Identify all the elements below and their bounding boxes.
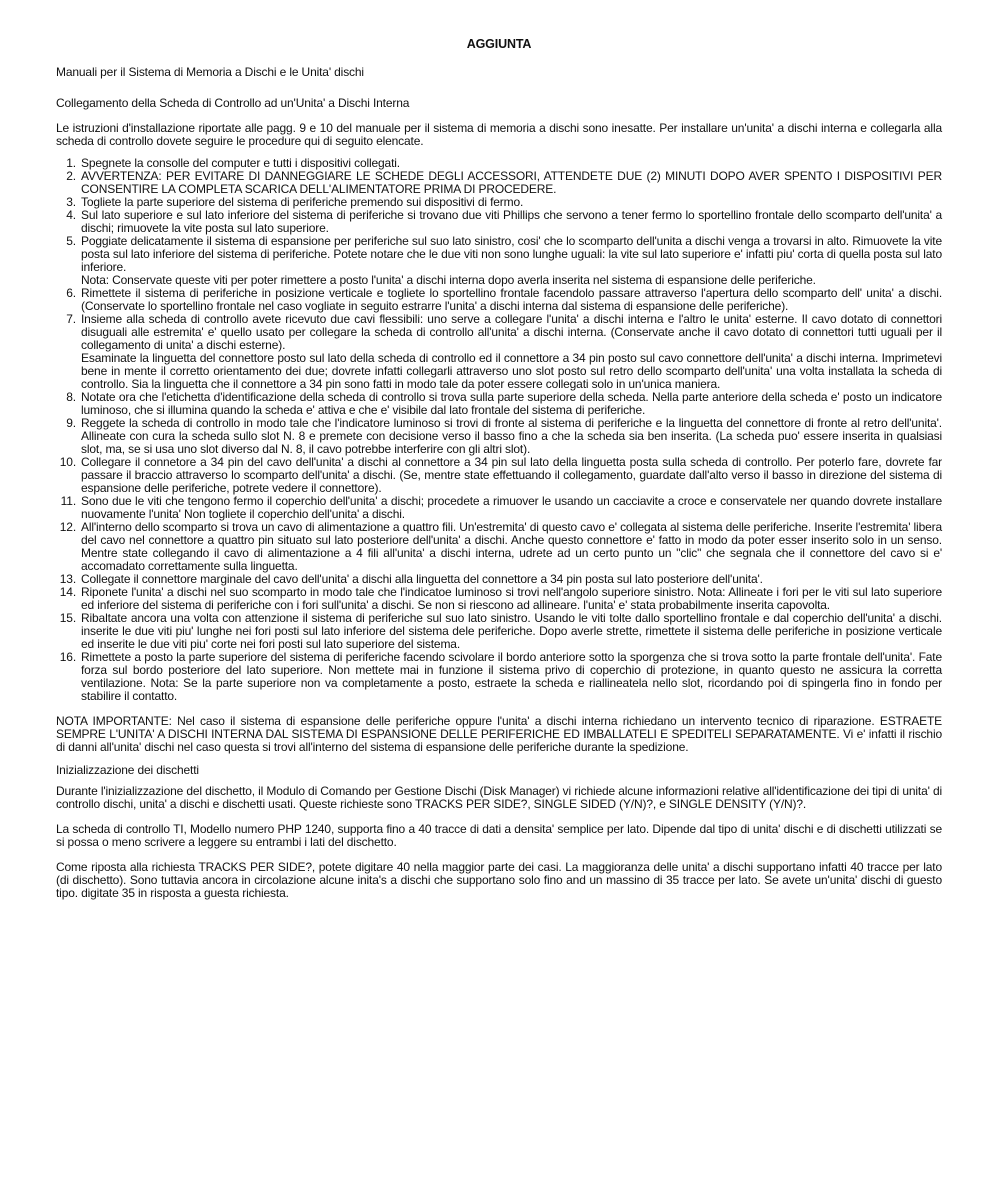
initialization-paragraph: La scheda di controllo TI, Modello numero PHP 1240, supporta fino a 40 tracce di dati a densita' semplice per lato. Dipende dal tipo di unita' dischi e di dischetti utilizzati se si possa o meno scrivere a leggere su entrambi i lati del dischetto. bbox=[56, 822, 942, 849]
step-number: 16. bbox=[59, 650, 76, 664]
step-text: Sul lato superiore e sul lato inferiore del sistema di periferiche si trovano due viti Phillips che servono a tener fermo lo sportellino frontale dello scomparto dell'unita' a dischi; rimuovete la vite posta sul lato superiore. bbox=[81, 208, 942, 235]
step-number: 1. bbox=[66, 156, 76, 170]
step-text: AVVERTENZA: PER EVITARE DI DANNEGGIARE LE SCHEDE DEGLI ACCESSORI, ATTENDETE DUE (2) MINUTI DOPO AVER SPENTO I DISPOSITIVI PER CONSENTIRE LA COMPLETA SCARICA DELL'ALIMENTATORE PRIMA DI PROCEDERE. bbox=[81, 169, 942, 196]
step-number: 12. bbox=[59, 520, 76, 534]
step-text: Reggete la scheda di controllo in modo tale che l'indicatore luminoso si trovi di fronte al sistema di periferiche e la linguetta del connettore di fronte al retro dell'unita'. Allineate con cura la scheda sullo slot N. 8 e premete con decisione verso il basso fino a che la scheda sia ben inserita. (La scheda puo' essere inserita in qualsiasi slot, ma, se si usa uno slot diverso dal N. 8, il cavo potrebbe interferire con gli altri slot). bbox=[81, 416, 942, 456]
step-number: 3. bbox=[66, 195, 76, 209]
document-subtitle: Manuali per il Sistema di Memoria a Dischi e le Unita' dischi bbox=[56, 65, 364, 79]
step-text: Spegnete la consolle del computer e tutti i dispositivi collegati. bbox=[81, 156, 400, 170]
step-text: All'interno dello scomparto si trova un cavo di alimentazione a quattro fili. Un'estremita' di questo cavo e' collegata al sistema delle periferiche. Inserite l'estremita' libera del cavo nel connettore a quattro pin situato sul lato posteriore dell'unita' a dischi. Anche questo connettore e' fatto in modo da poter esser inserito solo in un senso. Mentre state collegando il cavo di alimentazione a 4 fili all'unita' a dischi interna, udrete ad un certo punto un "clic" che segnala che il connettore del cavo si e' accomadato correttamente sulla linguetta. bbox=[81, 520, 942, 573]
step-text: Notate ora che l'etichetta d'identificazione della scheda di controllo si trova sulla parte superiore della scheda. Nella parte anteriore della scheda e' posto un indicatore luminoso, che si illumina quando la scheda e' attiva e che e' visibile dal lato frontale del sistema di periferiche. bbox=[81, 390, 942, 417]
list-item bbox=[56, 586, 942, 612]
step-text: Collegate il connettore marginale del cavo dell'unita' a dischi alla linguetta del connettore a 34 pin posta sul lato posteriore dell'unita'. bbox=[81, 572, 763, 586]
list-item bbox=[56, 651, 942, 703]
step-text: Rimettete il sistema di periferiche in posizione verticale e togliete lo sportellino frontale facendolo passare attraverso l'apertura dello scomparto dell' unita' a dischi. (Conservate lo sportellino frontale nel caso vogliate in seguito estrarre l'unita' a dischi interna dal sistema di espansione delle periferiche). bbox=[81, 286, 942, 313]
step-number: 8. bbox=[66, 390, 76, 404]
step-number: 13. bbox=[59, 572, 76, 586]
list-item bbox=[56, 287, 942, 313]
list-item bbox=[56, 521, 942, 573]
step-number: 9. bbox=[66, 416, 76, 430]
step-number: 11. bbox=[60, 494, 76, 508]
list-item bbox=[56, 209, 942, 235]
step-number: 14. bbox=[59, 585, 76, 599]
step-number: 4. bbox=[66, 208, 76, 222]
list-item bbox=[56, 456, 942, 495]
list-item bbox=[56, 391, 942, 417]
step-text-note: Esaminate la linguetta del connettore posto sul lato della scheda di controllo ed il connettore a 34 pin posto sul cavo connettore dell'unita' a dischi interna. Imprimetevi bene in mente il corretto orientamento dei due; dovrete infatti collegarli attraverso uno slot posto sul retro dello scomparto dell'unita' una volta installata la scheda di controllo. Sia la linguetta che il connettore a 34 pin sono fatti in modo tale da poter essere collegati solo in un'unica maniera. bbox=[81, 351, 942, 391]
installation-steps-list bbox=[56, 157, 942, 703]
step-text: Collegare il connetore a 34 pin del cavo dell'unita' a dischi al connettore a 34 pin sul lato della linguetta posta sulla scheda di controllo. Per poterlo fare, dovrete far passare il braccio attraverso lo scomparto dell'unita' a dischi. (Se, mentre state effettuando il collegamento, guardate dall'alto verso il basso in direzione del sistema di espansione delle periferiche, potrete vedere il connettore). bbox=[81, 455, 942, 495]
step-number: 6. bbox=[66, 286, 76, 300]
step-number: 7. bbox=[66, 312, 76, 326]
step-text: Togliete la parte superiore del sistema di periferiche premendo sui dispositivi di fermo. bbox=[81, 195, 524, 209]
step-text-note: Nota: Conservate queste viti per poter rimettere a posto l'unita' a dischi interna dopo averla inserita nel sistema di espansione delle periferiche. bbox=[81, 273, 816, 287]
step-text: Riponete l'unita' a dischi nel suo scomparto in modo tale che l'indicatoe luminoso si trovi nell'angolo superiore sinistro. Nota: Allineate i fori per le viti sul lato superiore ed inferiore del sistema di periferiche con i fori sull'unita' a dischi. Se non si riescono ad allineare. l'unita' e' stata probabilmente inserita capovolta. bbox=[81, 585, 942, 612]
list-item bbox=[56, 417, 942, 456]
step-text: Rimettete a posto la parte superiore del sistema di periferiche facendo scivolare il bordo anteriore sotto la sporgenza che si trova sotto la parte frontale dell'unita'. Fate forza sul bordo posteriore del lato superiore. Non mettete mai in funzione il sistema privo di coperchio di protezione, in quanto questo ne assicura la corretta ventilazione. Nota: Se la parte superiore non va completamente a posto, estraete la scheda e riallineatela nello slot, ricordando poi di spingerla fino in fondo per stabilire il contatto. bbox=[81, 650, 942, 703]
list-item bbox=[56, 495, 942, 521]
initialization-paragraph: Come riposta alla richiesta TRACKS PER SIDE?, potete digitare 40 nella maggior parte dei casi. La maggioranza delle unita' a dischi supportano infatti 40 tracce per lato (di dischetto). Sono tuttavia ancora in circolazione alcune inita's a dischi che supportano solo fino and un massino di 35 tracce per lato. Se avete un'unita' dischi di guesto tipo. digitate 35 in risposta a guesta richiesta. bbox=[56, 860, 942, 900]
step-text: Sono due le viti che tengono fermo il coperchio dell'unita' a dischi; procedete a rimuover le usando un cacciavite a croce e conservatele ner quando dovrete installare nuovamente l'unita' Non togliete il coperchio dell'unita' a dischi. bbox=[81, 494, 942, 521]
list-item bbox=[56, 235, 942, 287]
initialization-paragraph: Durante l'inizializzazione del dischetto, il Modulo di Comando per Gestione Dischi (Disk Manager) vi richiede alcune informazioni relative all'identificazione dei tipi di unita' di controllo dischi, unita' a dischi e dischetti usati. Queste richieste sono TRACKS PER SIDE?, SINGLE SIDED (Y/N)?, e SINGLE DENSITY (Y/N)?. bbox=[56, 784, 942, 811]
step-number: 5. bbox=[66, 234, 76, 248]
important-note: NOTA IMPORTANTE: Nel caso il sistema di espansione delle periferiche oppure l'unita' a dischi interna richiedano un intervento tecnico di riparazione. ESTRAETE SEMPRE L'UNITA' A DISCHI INTERNA DAL SISTEMA DI ESPANSIONE DELLE PERIFERICHE ED IMBALLATELI E SPEDITELI SEPARATAMENTE. Vi e' infatti il rischio di danni all'unita' dischi nel caso questa si trovi all'interno del sistema di espansione delle periferiche durante la spedizione. bbox=[56, 714, 942, 754]
step-number: 15. bbox=[59, 611, 76, 625]
step-text: Poggiate delicatamente il sistema di espansione per periferiche sul suo lato sinistro, cosi' che lo scomparto dell'unita a dischi venga a trovarsi in alto. Rimuovete la vite posta sul lato inferiore del sistema di periferiche. Potete notare che le due viti non sono lunghe uguali: la vite sul lato superiore e' infatti piu' corta di quella posta sul lato inferiore. bbox=[81, 234, 942, 274]
list-item bbox=[56, 612, 942, 651]
list-item bbox=[56, 313, 942, 391]
step-number: 2. bbox=[66, 169, 76, 183]
intro-paragraph: Le istruzioni d'installazione riportate alle pagg. 9 e 10 del manuale per il sistema di memoria a dischi sono inesatte. Per installare un'unita' a dischi interna e collegarla alla scheda di controllo dovete seguire le procedure qui di seguito elencate. bbox=[56, 121, 942, 148]
list-item bbox=[56, 170, 942, 196]
section-heading-initialization: Inizializzazione dei dischetti bbox=[56, 763, 199, 777]
section-heading-installation: Collegamento della Scheda di Controllo ad un'Unita' a Dischi Interna bbox=[56, 96, 410, 110]
step-text: Insieme alla scheda di controllo avete ricevuto due cavi flessibili: uno serve a collegare l'unita' a dischi interna e l'altro le unita' esterne. Il cavo dotato di connettori disuguali alle estremita' e' quello usato per collegare la scheda di controllo all'unita' a dischi interna. (Conservate anche il cavo dotato di connettori tutti uguali per il collegamento di unita' a dischi esterne). bbox=[81, 312, 942, 352]
document-title: AGGIUNTA bbox=[466, 37, 532, 51]
step-number: 10. bbox=[59, 455, 76, 469]
step-text: Ribaltate ancora una volta con attenzione il sistema di periferiche sul suo lato sinistro. Usando le viti tolte dallo sportellino frontale e dal coperchio dell'unita' a dischi. inserite le due viti piu' lunghe nei fori posti sul lato inferiore del sistema dele periferiche. Dopo averle strette, rimettete il sistema delle periferiche in posizione verticale ed inserite le due viti piu' corte nei fori posti sul lato superiore del sistema. bbox=[81, 611, 942, 651]
